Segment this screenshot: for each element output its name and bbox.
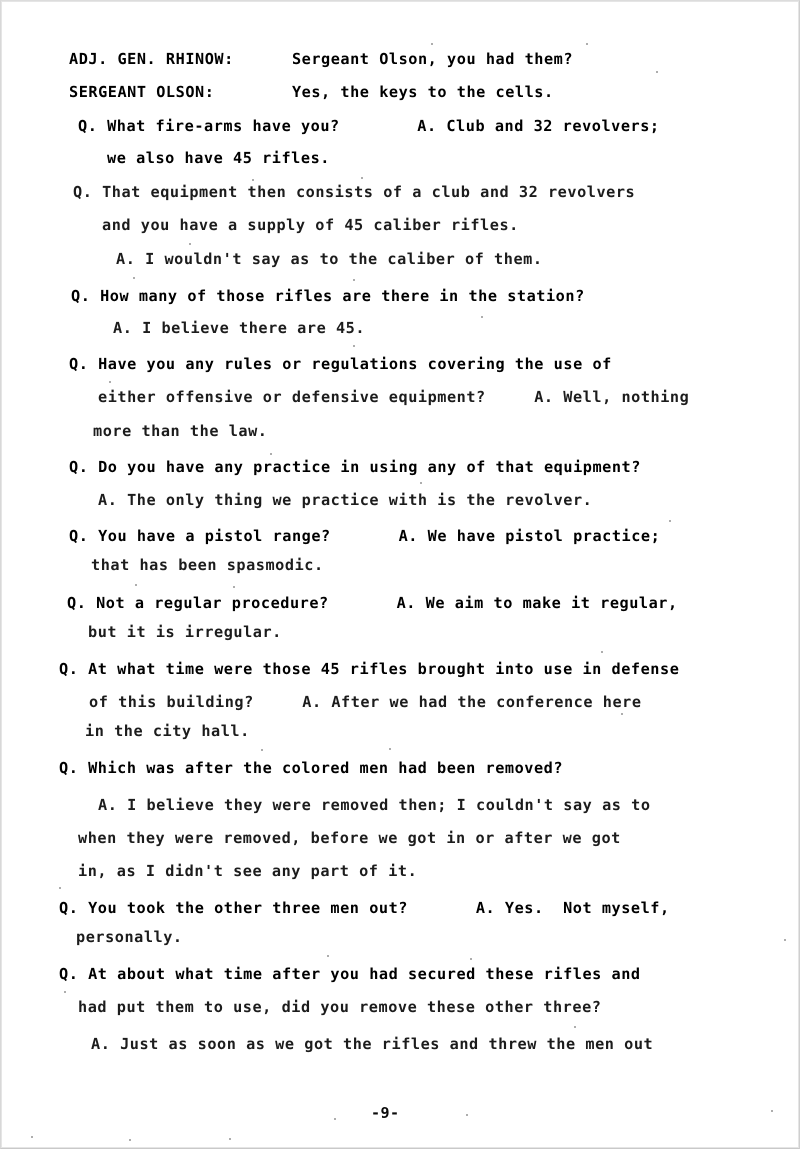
scan-speck (229, 1138, 231, 1140)
scan-speck (656, 71, 658, 73)
scan-speck (621, 713, 623, 715)
scan-speck (135, 584, 137, 586)
transcript-line: Q. How many of those rifles are there in the station? (71, 287, 585, 305)
transcript-line: SERGEANT OLSON: Yes, the keys to the cells. (69, 83, 554, 101)
transcript-line: we also have 45 rifles. (107, 149, 330, 167)
transcript-line: Q. Which was after the colored men had been removed? (59, 759, 564, 777)
scan-speck (431, 43, 433, 45)
scan-speck (233, 586, 235, 588)
scan-speck (574, 1026, 576, 1028)
scan-speck (31, 1136, 33, 1138)
scan-speck (327, 955, 329, 957)
scan-speck (133, 277, 135, 279)
scan-speck (389, 748, 391, 750)
scan-speck (261, 749, 263, 751)
transcript-line: either offensive or defensive equipment? A. Well, nothing (98, 388, 690, 406)
transcript-line: in, as I didn't see any part of it. (78, 862, 418, 880)
transcript-line: Q. What fire-arms have you? A. Club and 32 revolvers; (78, 117, 660, 135)
scan-speck (466, 1114, 468, 1116)
transcript-line: Q. Not a regular procedure? A. We aim to make it regular, (67, 594, 678, 612)
scan-speck (361, 177, 363, 179)
scan-speck (353, 279, 355, 281)
transcript-line: A. I believe there are 45. (113, 319, 366, 337)
scan-speck (252, 179, 254, 181)
scan-speck (470, 958, 472, 960)
transcript-line: but it is irregular. (88, 623, 282, 641)
transcript-line: and you have a supply of 45 caliber rifles. (102, 216, 519, 234)
transcript-line: personally. (76, 928, 183, 946)
scan-speck (129, 1139, 131, 1141)
scan-speck (189, 243, 191, 245)
transcript-line: A. The only thing we practice with is the revolver. (98, 491, 593, 509)
scan-speck (334, 1118, 336, 1120)
transcript-line: that has been spasmodic. (91, 556, 324, 574)
scan-speck (601, 651, 603, 653)
scan-speck (481, 316, 483, 318)
transcript-line: Q. At what time were those 45 rifles brought into use in defense (59, 660, 680, 678)
transcript-line: had put them to use, did you remove these other three? (78, 998, 602, 1016)
transcript-line: A. I wouldn't say as to the caliber of them. (116, 250, 543, 268)
transcript-line: in the city hall. (85, 722, 250, 740)
scan-speck (109, 381, 111, 383)
transcript-line: more than the law. (93, 422, 268, 440)
transcript-line: Q. You took the other three men out? A. Yes. Not myself, (59, 899, 670, 917)
transcript-line: Q. Have you any rules or regulations covering the use of (69, 355, 612, 373)
transcript-line: Q. You have a pistol range? A. We have pistol practice; (69, 527, 661, 545)
scan-speck (669, 520, 671, 522)
transcript-line: Q. That equipment then consists of a club and 32 revolvers (73, 183, 636, 201)
transcript-line: of this building? A. After we had the conference here (89, 693, 642, 711)
scan-speck (586, 43, 588, 45)
transcript-line: A. I believe they were removed then; I couldn't say as to (98, 796, 651, 814)
transcript-line: Q. At about what time after you had secured these rifles and (59, 965, 641, 983)
scan-speck (59, 887, 61, 889)
page-number: -9- (371, 1104, 400, 1122)
scan-speck (353, 345, 355, 347)
transcript-line: Q. Do you have any practice in using any of that equipment? (69, 458, 641, 476)
scan-speck (771, 1110, 773, 1112)
transcript-line: A. Just as soon as we got the rifles and threw the men out (91, 1035, 654, 1053)
transcript-line: ADJ. GEN. RHINOW: Sergeant Olson, you had them? (69, 50, 574, 68)
transcript-line: when they were removed, before we got in or after we got (78, 829, 621, 847)
scan-speck (420, 482, 422, 484)
scan-speck (270, 453, 272, 455)
scan-speck (784, 939, 786, 941)
scan-speck (64, 991, 66, 993)
